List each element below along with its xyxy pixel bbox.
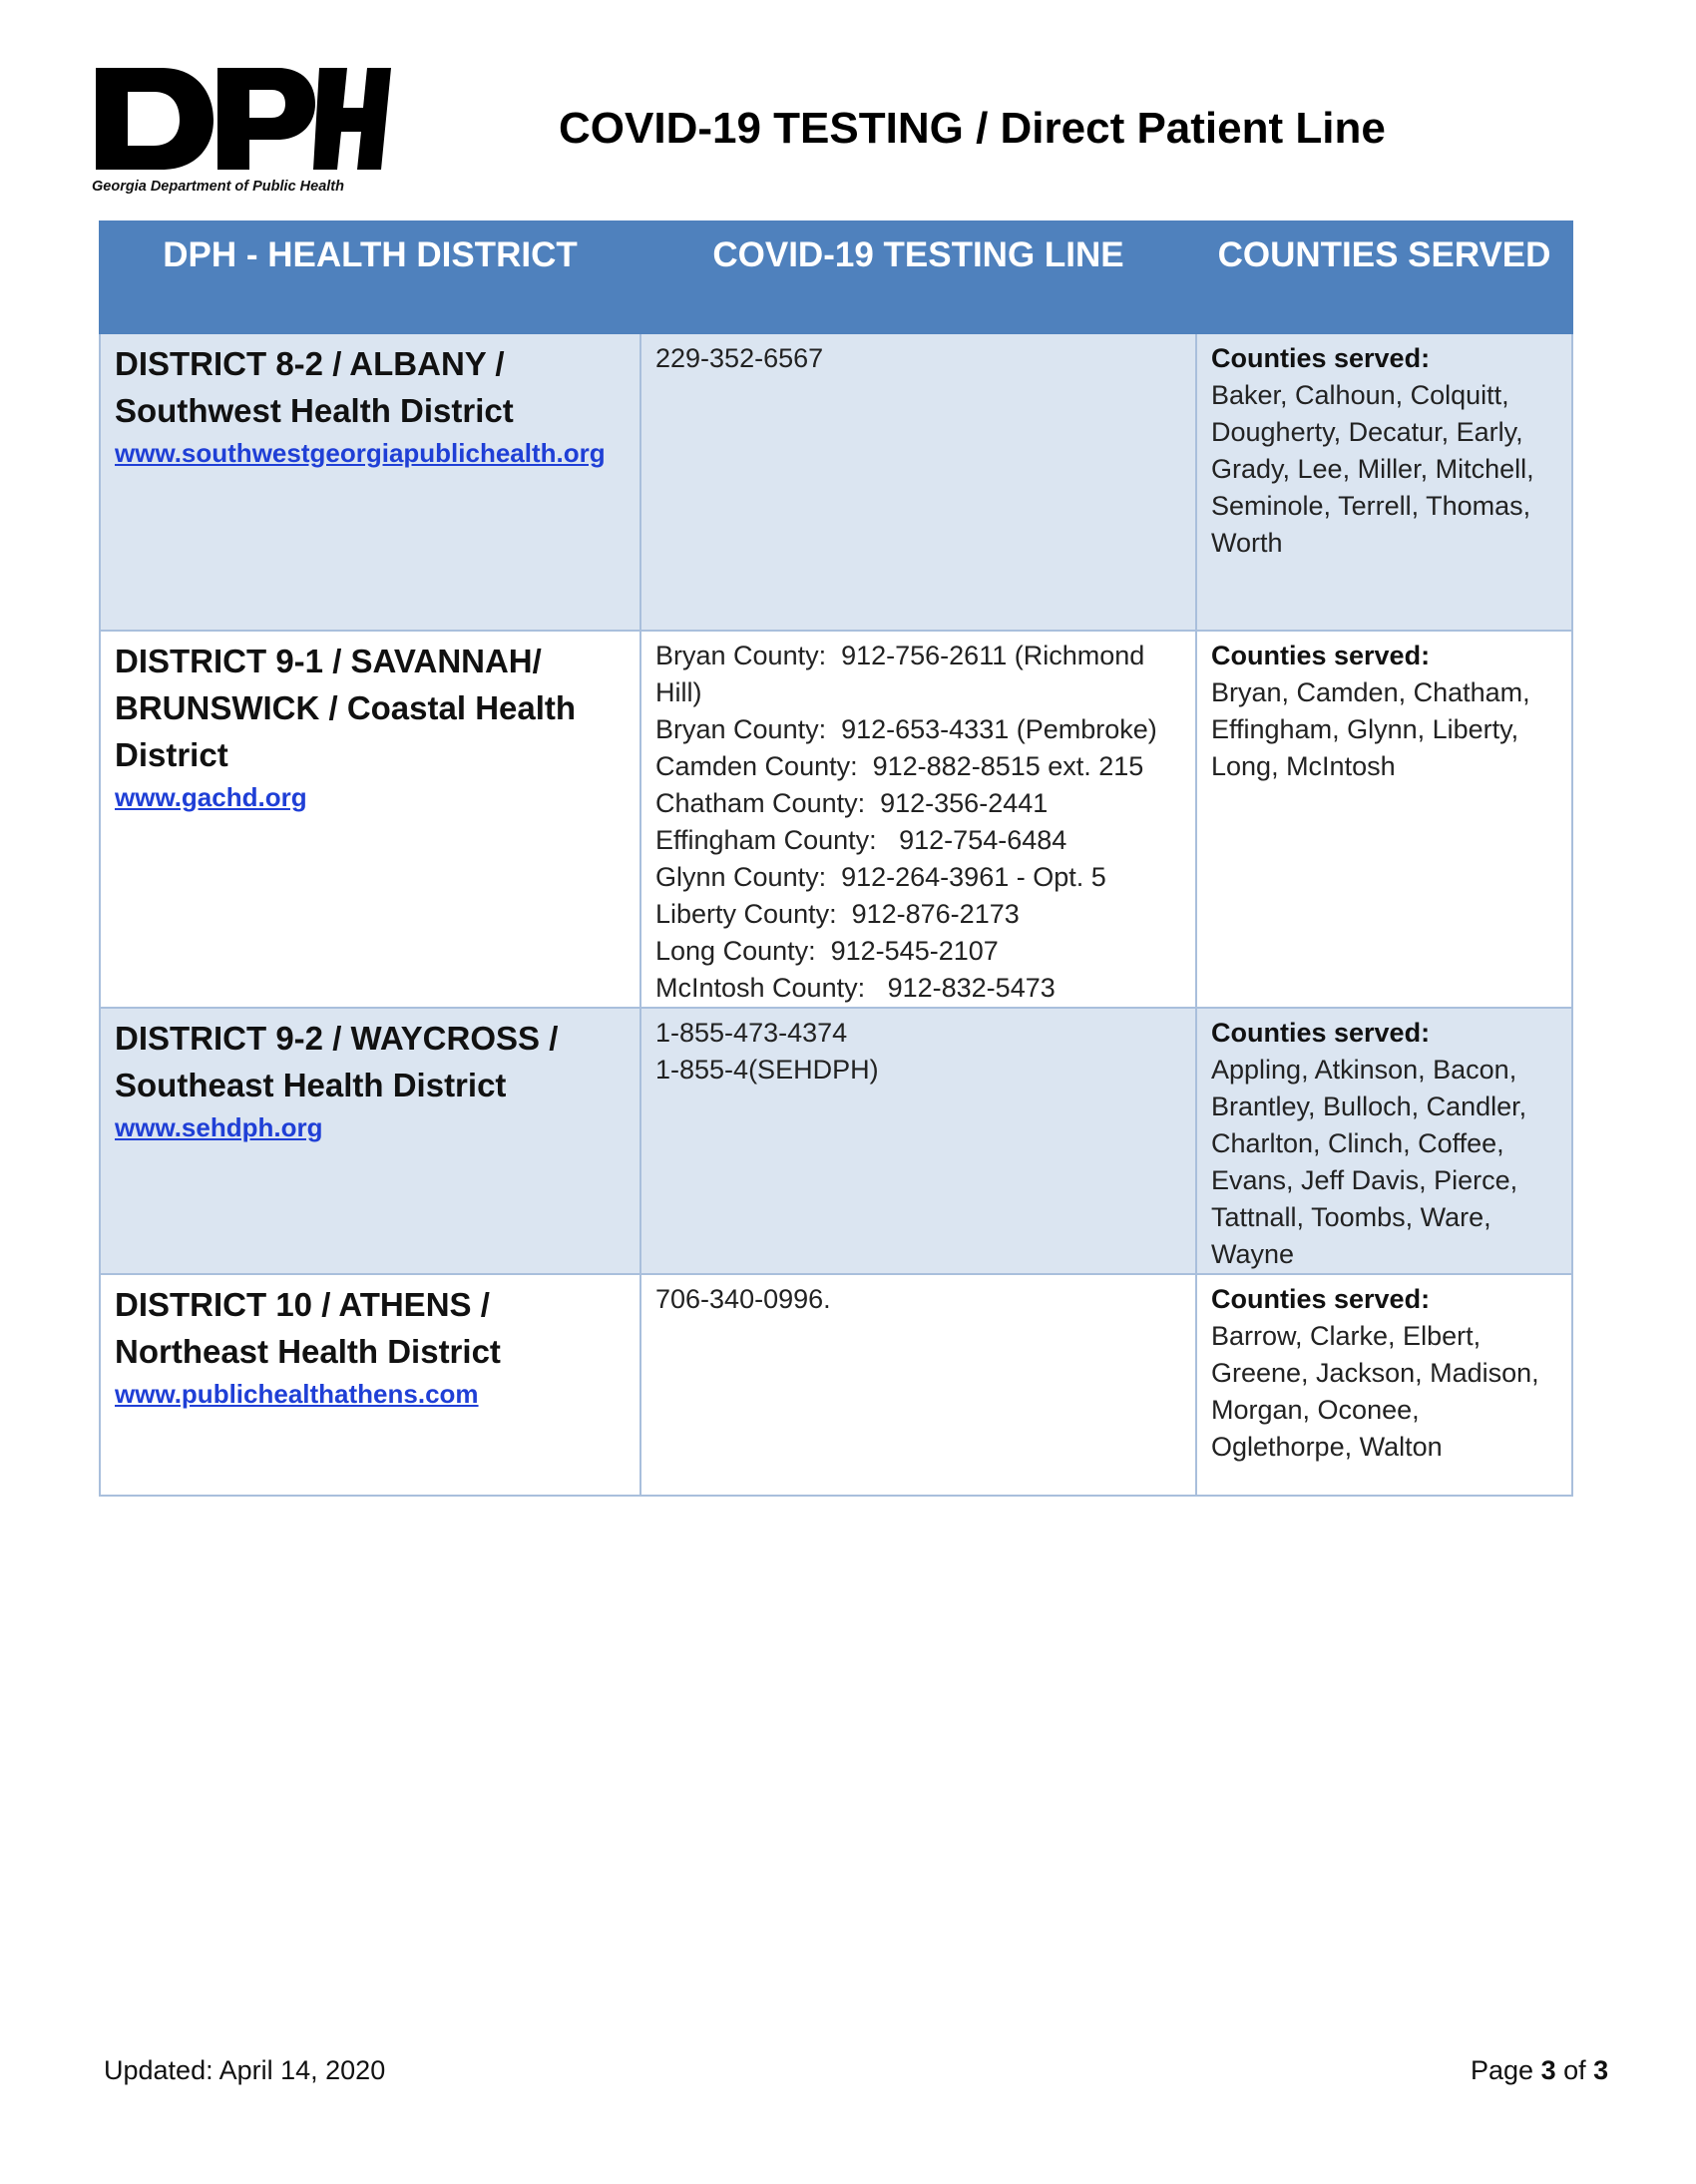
testing-line: Liberty County: 912-876-2173 — [655, 899, 1020, 929]
district-cell — [100, 1008, 640, 1274]
page-current: 3 — [1540, 2055, 1556, 2085]
testing-line: Camden County: 912-882-8515 ext. 215 — [655, 751, 1144, 781]
testing-line: 706-340-0996. — [655, 1284, 831, 1314]
dph-logo-mark — [92, 62, 391, 174]
updated-date: Updated: April 14, 2020 — [104, 2055, 386, 2085]
counties-label: Counties served: — [1211, 1284, 1431, 1314]
testing-line: Effingham County: 912-754-6484 — [655, 825, 1067, 855]
testing-line: 1-855-4(SEHDPH) — [655, 1055, 879, 1085]
testing-line-cell — [640, 1274, 1196, 1496]
counties-cell — [1196, 333, 1572, 631]
testing-line: 1-855-473-4374 — [655, 1018, 848, 1048]
counties-label: Counties served: — [1211, 641, 1431, 670]
header-counties-served: COUNTIES SERVED — [1196, 221, 1572, 333]
table-row — [100, 333, 1572, 631]
table-row — [100, 1274, 1572, 1496]
table-header-row — [100, 221, 1572, 333]
district-cell — [100, 1274, 640, 1496]
testing-line: Bryan County: 912-756-2611 (Richmond Hill) — [655, 641, 1152, 707]
counties-cell — [1196, 1008, 1572, 1274]
page-total: 3 — [1593, 2055, 1609, 2085]
district-cell — [100, 631, 640, 1008]
table-row — [100, 631, 1572, 1008]
testing-line: Chatham County: 912-356-2441 — [655, 788, 1049, 818]
page-title: COVID-19 TESTING / Direct Patient Line — [559, 104, 1386, 153]
page-number — [1471, 2055, 1608, 2086]
page-prefix: Page — [1471, 2055, 1541, 2085]
counties-list: Bryan, Camden, Chatham, Effingham, Glynn, Liberty, Long, McIntosh — [1211, 677, 1530, 781]
district-name: DISTRICT 9-1 / SAVANNAH/ BRUNSWICK / Coastal Health District — [115, 643, 577, 773]
header-testing-line: COVID-19 TESTING LINE — [640, 221, 1196, 333]
district-name: DISTRICT 9-2 / WAYCROSS / Southeast Health District — [115, 1020, 559, 1103]
testing-line: 229-352-6567 — [655, 343, 824, 373]
counties-label: Counties served: — [1211, 343, 1431, 373]
district-website-link[interactable]: www.southwestgeorgiapublichealth.org — [115, 438, 606, 468]
testing-line-cell — [640, 631, 1196, 1008]
counties-list: Barrow, Clarke, Elbert, Greene, Jackson, Madison, Morgan, Oconee, Oglethorpe, Walton — [1211, 1321, 1539, 1462]
counties-cell — [1196, 1274, 1572, 1496]
counties-list: Baker, Calhoun, Colquitt, Dougherty, Decatur, Early, Grady, Lee, Miller, Mitchell, Seminole, Terrell, Thomas, Worth — [1211, 380, 1534, 558]
counties-cell — [1196, 631, 1572, 1008]
testing-line-cell — [640, 333, 1196, 631]
table-row — [100, 1008, 1572, 1274]
testing-line: McIntosh County: 912-832-5473 — [655, 973, 1056, 1003]
district-website-link[interactable]: www.publichealthathens.com — [115, 1379, 479, 1409]
testing-line-cell — [640, 1008, 1196, 1274]
counties-label: Counties served: — [1211, 1018, 1431, 1048]
logo-caption: Georgia Department of Public Health — [92, 179, 344, 195]
testing-line: Bryan County: 912-653-4331 (Pembroke) — [655, 714, 1157, 744]
testing-line: Long County: 912-545-2107 — [655, 936, 999, 966]
district-cell — [100, 333, 640, 631]
counties-list: Appling, Atkinson, Bacon, Brantley, Bulloch, Candler, Charlton, Clinch, Coffee, Evans, Jeff Davis, Pierce, Tattnall, Toombs, Ware, Wayne — [1211, 1055, 1527, 1269]
district-website-link[interactable]: www.gachd.org — [115, 782, 307, 812]
district-name: DISTRICT 8-2 / ALBANY / Southwest Health District — [115, 345, 514, 429]
district-website-link[interactable]: www.sehdph.org — [115, 1112, 323, 1142]
page-mid: of — [1555, 2055, 1594, 2085]
testing-lines-table — [99, 220, 1573, 1497]
header-health-district: DPH - HEALTH DISTRICT — [100, 221, 640, 333]
testing-line: Glynn County: 912-264-3961 - Opt. 5 — [655, 862, 1106, 892]
district-name: DISTRICT 10 / ATHENS / Northeast Health District — [115, 1286, 501, 1370]
dph-logo — [92, 62, 391, 202]
